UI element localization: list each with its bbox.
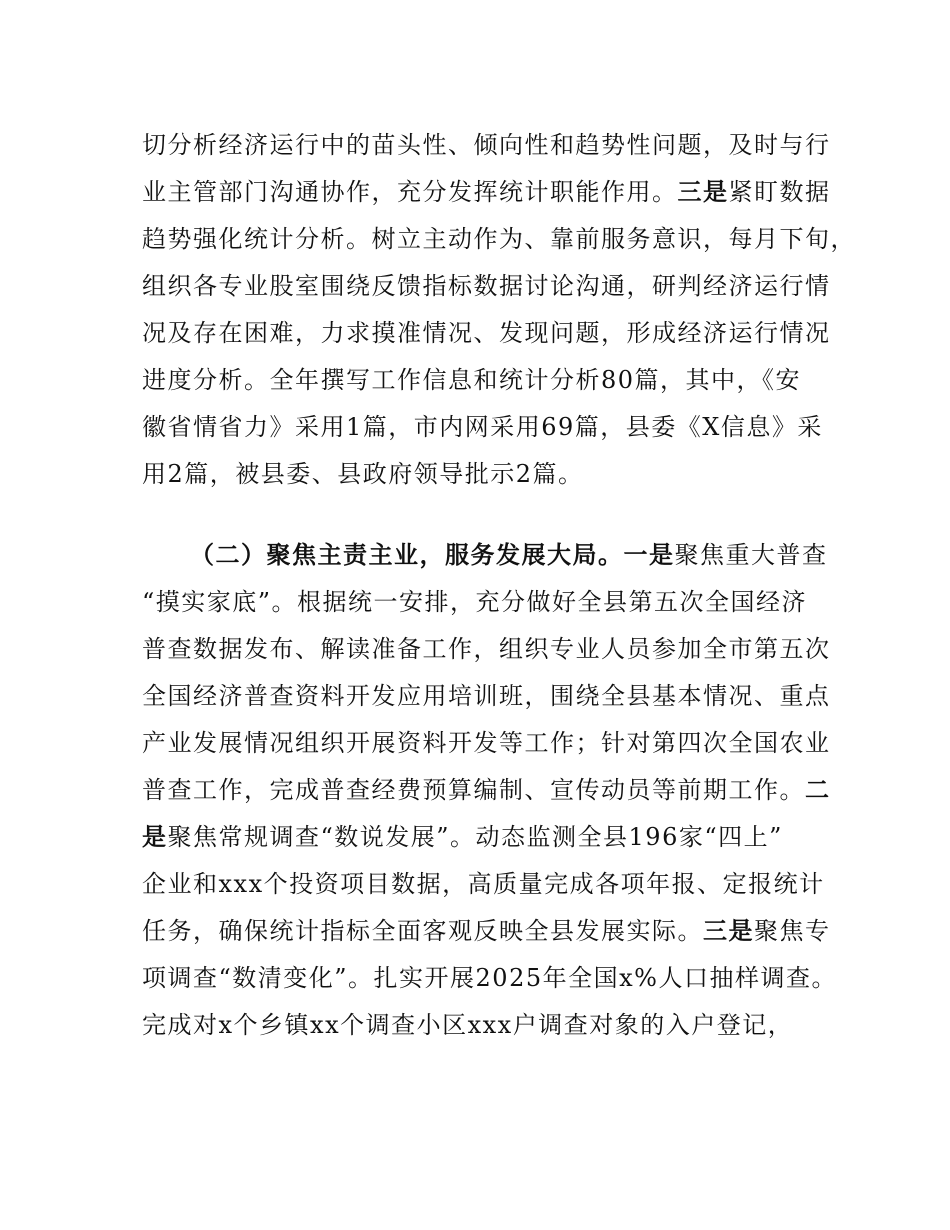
paragraph-line: 是聚焦常规调查“数说发展”。动态监测全县196家“四上” [142, 823, 783, 851]
paragraph-line: 项调查“数清变化”。扎实开展2025年全国x%人口抽样调查。 [142, 964, 837, 992]
section-heading: （二）聚焦主责主业，服务发展大局。一是聚焦重大普查 [190, 541, 828, 569]
paragraph-line: 普查数据发布、解读准备工作，组织专业人员参加全市第五次 [142, 635, 831, 663]
paragraph-line: 完成对x个乡镇xx个调查小区xxx户调查对象的入户登记， [142, 1011, 794, 1039]
heading-bold-text: （二）聚焦主责主业，服务发展大局。 [190, 541, 624, 569]
paragraph-line: 切分析经济运行中的苗头性、倾向性和趋势性问题，及时与行 [142, 131, 831, 159]
emphasis-text: 三是 [677, 178, 729, 206]
emphasis-text: 二 [805, 776, 831, 804]
paragraph-line: 用2篇，被县委、县政府领导批示2篇。 [142, 460, 584, 488]
paragraph-line: 企业和xxx个投资项目数据，高质量完成各项年报、定报统计 [142, 870, 825, 898]
paragraph-line: “摸实家底”。根据统一安排，充分做好全县第五次全国经济 [142, 588, 808, 616]
emphasis-text: 三是 [703, 917, 754, 945]
emphasis-text: 是 [142, 823, 168, 851]
paragraph-line: 产业发展情况组织开展资料开发等工作；针对第四次全国农业 [142, 729, 831, 757]
paragraph-line: 进度分析。全年撰写工作信息和统计分析80篇，其中，《安 [142, 366, 802, 394]
paragraph-line: 徽省情省力》采用1篇，市内网采用69篇，县委《X信息》采 [142, 413, 823, 441]
paragraph-line: 普查工作，完成普查经费预算编制、宣传动员等前期工作。二 [142, 776, 831, 804]
paragraph-line: 趋势强化统计分析。树立主动作为、靠前服务意识，每月下旬， [142, 225, 856, 253]
paragraph-line: 业主管部门沟通协作，充分发挥统计职能作用。三是紧盯数据 [142, 178, 831, 206]
paragraph-line: 况及存在困难，力求摸准情况、发现问题，形成经济运行情况 [142, 319, 831, 347]
paragraph-line: 组织各专业股室围绕反馈指标数据讨论沟通，研判经济运行情 [142, 272, 831, 300]
paragraph-line: 任务，确保统计指标全面客观反映全县发展实际。三是聚焦专 [142, 917, 831, 945]
emphasis-text: 一是 [623, 541, 675, 569]
paragraph-line: 全国经济普查资料开发应用培训班，围绕全县基本情况、重点 [142, 682, 831, 710]
